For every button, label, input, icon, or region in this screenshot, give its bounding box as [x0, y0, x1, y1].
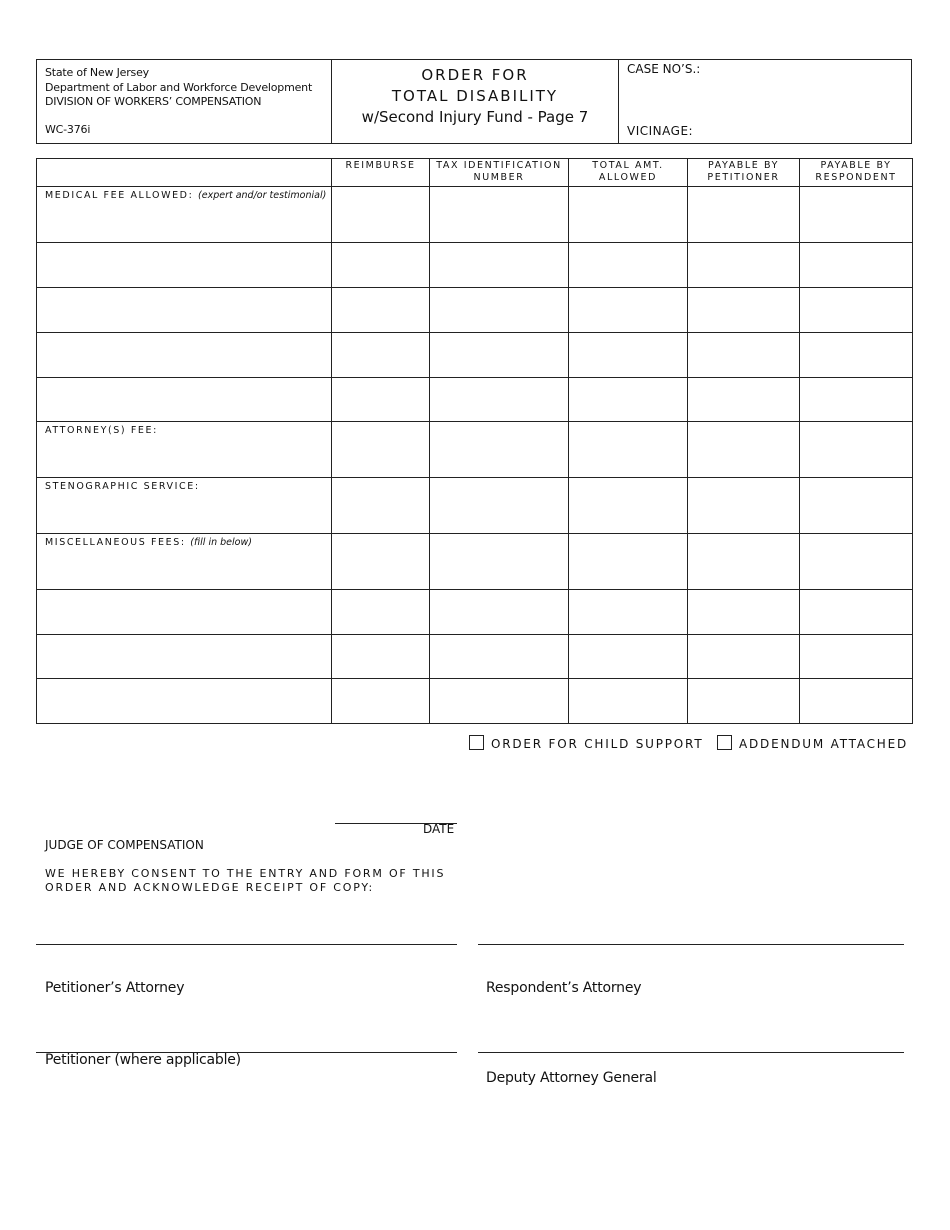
cell[interactable]: [800, 378, 913, 422]
cell[interactable]: [569, 378, 688, 422]
title-line-1: ORDER FOR: [421, 66, 529, 84]
cell[interactable]: [569, 333, 688, 378]
misc-fees-label: MISCELLANEOUS FEES: (fill in below): [37, 534, 332, 590]
form-code: WC-376i: [45, 122, 91, 136]
cell[interactable]: [800, 534, 913, 590]
cell[interactable]: [37, 679, 332, 724]
child-support-checkbox[interactable]: [469, 735, 484, 750]
cell[interactable]: [430, 635, 569, 679]
child-support-label: ORDER FOR CHILD SUPPORT: [491, 737, 704, 751]
cell[interactable]: [688, 333, 800, 378]
cell[interactable]: [800, 187, 913, 243]
cell[interactable]: [332, 288, 430, 333]
cell[interactable]: [569, 243, 688, 288]
cell[interactable]: [430, 288, 569, 333]
cell[interactable]: [332, 534, 430, 590]
date-label: DATE: [423, 822, 455, 836]
cell[interactable]: [688, 288, 800, 333]
col-tax-id: TAX IDENTIFICATION NUMBER: [430, 159, 569, 187]
cell[interactable]: [37, 333, 332, 378]
cell[interactable]: [430, 378, 569, 422]
cell[interactable]: [332, 635, 430, 679]
table-row: [37, 378, 913, 422]
table-row: [37, 534, 913, 590]
consent-line-2: ORDER AND ACKNOWLEDGE RECEIPT OF COPY:: [45, 881, 374, 894]
medical-fee-label: MEDICAL FEE ALLOWED: (expert and/or testimonial): [37, 187, 332, 243]
cell[interactable]: [688, 679, 800, 724]
cell[interactable]: [37, 378, 332, 422]
case-numbers-label: CASE NO’S.:: [627, 62, 701, 76]
cell[interactable]: [332, 679, 430, 724]
table-row: [37, 478, 913, 534]
state-name: State of New Jersey: [45, 66, 149, 79]
cell[interactable]: [430, 478, 569, 534]
cell[interactable]: [332, 422, 430, 478]
fees-table: [36, 158, 913, 724]
table-row: [37, 590, 913, 635]
addendum-label: ADDENDUM ATTACHED: [739, 737, 909, 751]
division-name: DIVISION OF WORKERS’ COMPENSATION: [45, 95, 262, 108]
child-support-option[interactable]: [469, 735, 703, 751]
cell[interactable]: [800, 635, 913, 679]
table-row: [37, 635, 913, 679]
cell[interactable]: [800, 679, 913, 724]
cell[interactable]: [332, 590, 430, 635]
form-header: [36, 59, 912, 144]
cell[interactable]: [688, 635, 800, 679]
petitioner-attorney-signature-line[interactable]: [36, 944, 457, 945]
cell[interactable]: [800, 243, 913, 288]
cell[interactable]: [430, 679, 569, 724]
agency-block: [37, 60, 332, 143]
cell[interactable]: [569, 534, 688, 590]
cell[interactable]: [430, 590, 569, 635]
consent-statement: [45, 867, 445, 895]
cell[interactable]: [569, 679, 688, 724]
cell[interactable]: [688, 187, 800, 243]
cell[interactable]: [569, 478, 688, 534]
col-reimburse: REIMBURSE: [332, 159, 430, 187]
col-payable-petitioner: PAYABLE BY PETITIONER: [688, 159, 800, 187]
table-row: [37, 243, 913, 288]
cell[interactable]: [430, 422, 569, 478]
cell[interactable]: [569, 422, 688, 478]
cell[interactable]: [800, 478, 913, 534]
cell[interactable]: [800, 288, 913, 333]
cell[interactable]: [688, 243, 800, 288]
cell[interactable]: [37, 243, 332, 288]
cell[interactable]: [800, 333, 913, 378]
cell[interactable]: [800, 590, 913, 635]
col-total-allowed: TOTAL AMT. ALLOWED: [569, 159, 688, 187]
cell[interactable]: [430, 243, 569, 288]
cell[interactable]: [332, 378, 430, 422]
title-line-3: w/Second Injury Fund - Page 7: [361, 108, 589, 126]
petitioner-attorney-label: Petitioner’s Attorney: [45, 980, 185, 996]
case-block[interactable]: [619, 60, 911, 143]
judge-label: JUDGE OF COMPENSATION: [45, 838, 204, 852]
addendum-checkbox[interactable]: [717, 735, 732, 750]
cell[interactable]: [688, 534, 800, 590]
table-row: [37, 333, 913, 378]
cell[interactable]: [430, 187, 569, 243]
cell[interactable]: [332, 243, 430, 288]
col-payable-respondent: PAYABLE BY RESPONDENT: [800, 159, 913, 187]
table-row: [37, 679, 913, 724]
form-title: [332, 60, 619, 143]
cell[interactable]: [688, 590, 800, 635]
cell[interactable]: [800, 422, 913, 478]
stenographic-label: STENOGRAPHIC SERVICE:: [37, 478, 332, 534]
addendum-option[interactable]: [717, 735, 908, 751]
cell[interactable]: [332, 333, 430, 378]
consent-line-1: WE HEREBY CONSENT TO THE ENTRY AND FORM OF THIS: [45, 867, 446, 880]
table-header-row: [37, 159, 913, 187]
respondent-attorney-label: Respondent’s Attorney: [486, 980, 642, 996]
table-row: [37, 187, 913, 243]
vicinage-label: VICINAGE:: [627, 124, 694, 138]
cell[interactable]: [430, 333, 569, 378]
deputy-ag-label: Deputy Attorney General: [486, 1070, 657, 1086]
cell[interactable]: [332, 187, 430, 243]
petitioner-label: Petitioner (where applicable): [45, 1052, 241, 1068]
table-row: [37, 422, 913, 478]
cell[interactable]: [37, 635, 332, 679]
cell[interactable]: [569, 187, 688, 243]
cell[interactable]: [332, 478, 430, 534]
header-blank: [37, 159, 332, 187]
cell[interactable]: [569, 590, 688, 635]
cell[interactable]: [37, 288, 332, 333]
deputy-ag-signature-line[interactable]: [478, 1052, 904, 1053]
department-name: Department of Labor and Workforce Development: [45, 80, 313, 94]
table-row: [37, 288, 913, 333]
cell[interactable]: [688, 478, 800, 534]
cell[interactable]: [37, 590, 332, 635]
cell[interactable]: [430, 534, 569, 590]
respondent-attorney-signature-line[interactable]: [478, 944, 904, 945]
cell[interactable]: [688, 422, 800, 478]
title-line-2: TOTAL DISABILITY: [391, 87, 559, 105]
cell[interactable]: [569, 635, 688, 679]
cell[interactable]: [569, 288, 688, 333]
attorney-fee-label: ATTORNEY(S) FEE:: [37, 422, 332, 478]
cell[interactable]: [688, 378, 800, 422]
